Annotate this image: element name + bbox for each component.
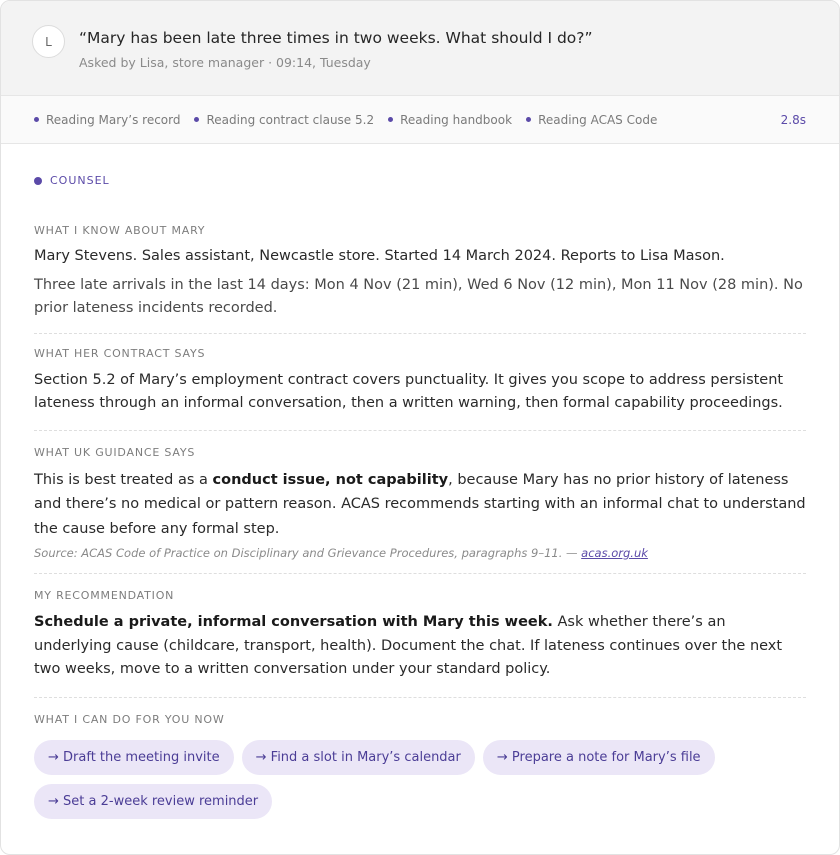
draft-invite-button[interactable]: → Draft the meeting invite xyxy=(34,740,234,775)
section-label: WHAT I CAN DO FOR YOU NOW xyxy=(34,712,225,726)
counsel-dot-icon xyxy=(34,177,42,185)
lateness-detail: Three late arrivals in the last 14 days: Mon 4 Nov (21 min), Wed 6 Nov (12 min), Mon 11 Nov (28 min). No prior lateness incidents recorded. xyxy=(34,276,803,316)
section-label: WHAT HER CONTRACT SAYS xyxy=(34,346,206,360)
counsel-label-text: COUNSEL xyxy=(50,174,110,187)
counsel-content xyxy=(1,144,839,819)
step-item xyxy=(194,113,374,127)
bullet-icon xyxy=(194,117,199,122)
question-body xyxy=(79,25,593,70)
section-label: WHAT I KNOW ABOUT MARY xyxy=(34,224,206,237)
guidance-bold: conduct issue, not capability xyxy=(212,471,449,488)
contract-text: Section 5.2 of Mary’s employment contract covers punctuality. It gives you scope to address persistent lateness through an informal conversation, then a written warning, then formal capability proceedings. xyxy=(34,371,784,411)
prepare-note-button[interactable]: → Prepare a note for Mary’s file xyxy=(483,740,715,775)
bullet-icon xyxy=(388,117,393,122)
acas-link[interactable]: acas.org.uk xyxy=(581,546,648,560)
step-item xyxy=(34,113,180,127)
guidance-text xyxy=(34,468,806,542)
counsel-label xyxy=(34,174,806,187)
step-label: Reading ACAS Code xyxy=(538,112,658,127)
section-actions xyxy=(34,713,806,819)
step-item xyxy=(388,113,512,127)
guidance-source xyxy=(34,546,806,560)
recommendation-text xyxy=(34,611,806,682)
bullet-icon xyxy=(34,117,39,122)
section-contract xyxy=(34,347,806,431)
section-recommendation xyxy=(34,589,806,698)
set-reminder-button[interactable]: → Set a 2-week review reminder xyxy=(34,784,272,819)
step-label: Reading Mary’s record xyxy=(46,112,181,127)
recommendation-rest: Ask whether there’s an underlying cause (childcare, transport, health). Document the chat. If lateness continues over the next two weeks, move to a written conversation under your standard policy. xyxy=(34,614,783,677)
question-header xyxy=(1,1,839,96)
step-label: Reading contract clause 5.2 xyxy=(206,112,375,127)
avatar: L xyxy=(32,25,65,58)
bullet-icon xyxy=(526,117,531,122)
recommendation-bold: Schedule a private, informal conversation with Mary this week. xyxy=(34,614,553,630)
source-text: Source: ACAS Code of Practice on Disciplinary and Grievance Procedures, paragraphs 9–11. — xyxy=(34,546,582,560)
find-slot-button[interactable]: → Find a slot in Mary’s calendar xyxy=(242,740,475,775)
elapsed-time: 2.8s xyxy=(780,112,806,127)
question-text: “Mary has been late three times in two weeks. What should I do?” xyxy=(79,29,593,47)
reasoning-steps xyxy=(1,96,839,144)
question-meta: Asked by Lisa, store manager · 09:14, Tuesday xyxy=(79,55,371,70)
section-label: MY RECOMMENDATION xyxy=(34,589,175,602)
section-label: WHAT UK GUIDANCE SAYS xyxy=(34,445,196,459)
action-chips xyxy=(34,740,806,819)
step-label: Reading handbook xyxy=(400,112,513,127)
guidance-post: , because Mary has no prior history of lateness and there’s no medical or pattern reason. ACAS recommends starting with an informal chat to understand the cause before any formal step. xyxy=(34,471,806,537)
section-know xyxy=(34,224,806,334)
guidance-pre: This is best treated as a xyxy=(34,471,213,488)
section-guidance xyxy=(34,446,806,575)
step-item xyxy=(526,113,657,127)
mary-summary: Mary Stevens. Sales assistant, Newcastle store. Started 14 March 2024. Reports to Lisa Mason. xyxy=(34,248,725,264)
